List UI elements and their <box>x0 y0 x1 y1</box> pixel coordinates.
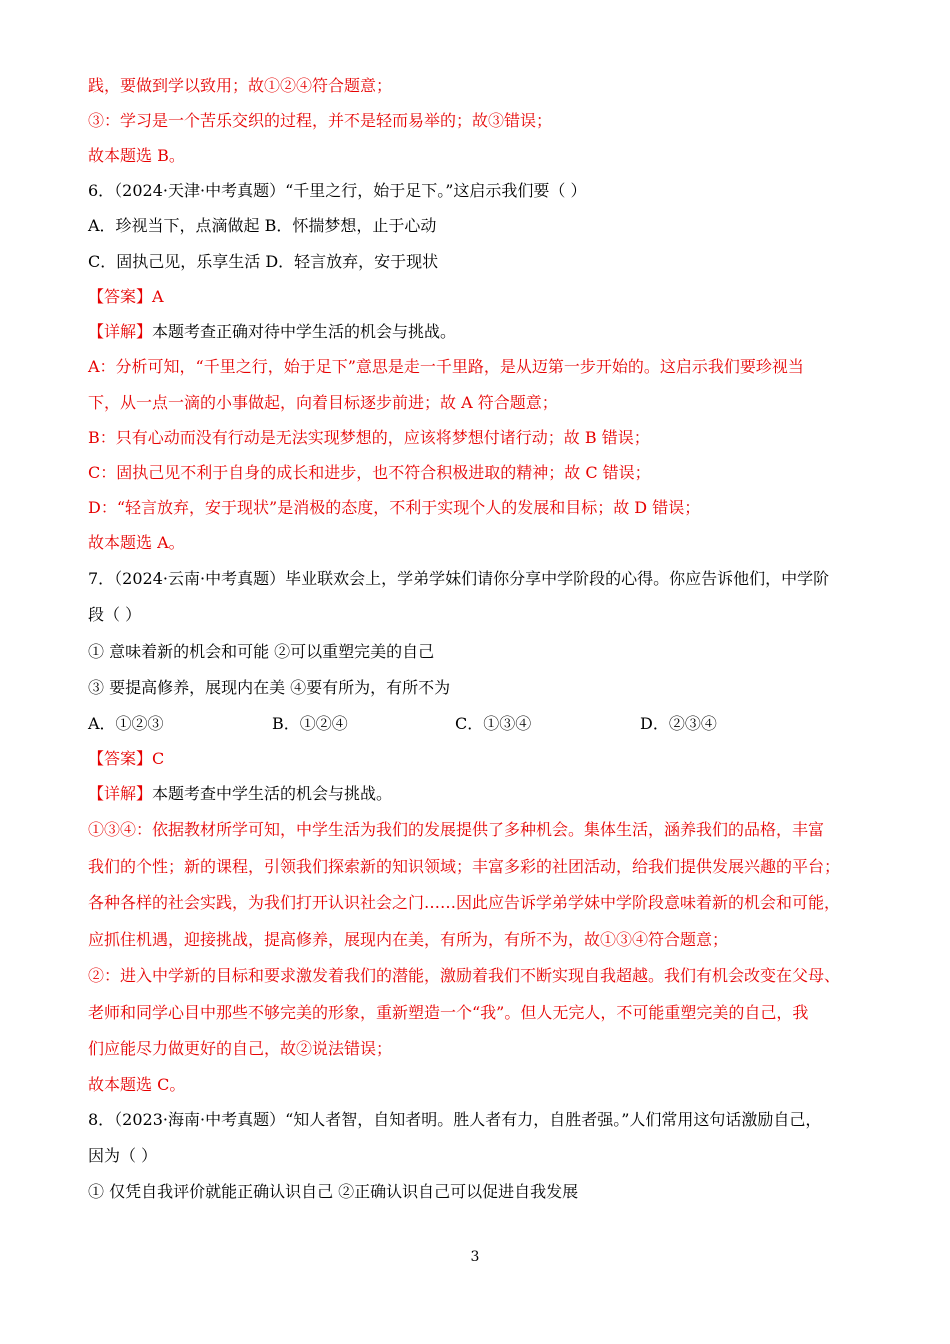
question-6-options-cd: C．固执己见，乐享生活 D．轻言放弃，安于现状 <box>88 252 439 271</box>
answer-value: A <box>152 287 164 306</box>
question-7-stem-cont: 段（ ） <box>88 605 142 624</box>
text-line: ①③④：依据教材所学可知，中学生活为我们的发展提供了多种机会。集体生活，涵养我们的品格，丰富 <box>88 820 825 839</box>
text-line: 践，要做到学以致用；故①②④符合题意； <box>88 76 393 95</box>
text-line: 老师和同学心目中那些不够完美的形象，重新塑造一个“我”。但人无完人，不可能重塑完美的自己，我 <box>88 1003 809 1022</box>
question-7-items-34: ③ 要提高修养，展现内在美 ④要有所为，有所不为 <box>88 678 451 697</box>
text-line: ③：学习是一个苦乐交织的过程，并不是轻而易举的；故③错误； <box>88 111 553 130</box>
text-line: C：固执己见不利于自身的成长和进步，也不符合积极进取的精神；故 C 错误； <box>88 463 651 482</box>
answer-tag: 【答案】 <box>88 749 153 768</box>
text-line: A：分析可知，“千里之行，始于足下”意思是走一千里路，是从迈第一步开始的。这启示我们要珍视当 <box>88 357 804 376</box>
text-line: 故本题选 C。 <box>88 1075 186 1094</box>
text-line: 各种各样的社会实践，为我们打开认识社会之门……因此应告诉学弟学妹中学阶段意味着新的机会和可能， <box>88 893 841 912</box>
question-6-options-ab: A．珍视当下，点滴做起 B．怀揣梦想，止于心动 <box>88 216 437 235</box>
answer-value: C <box>152 749 165 768</box>
text-line: ②：进入中学新的目标和要求激发着我们的潜能，激励着我们不断实现自我超越。我们有机会改变在父母、 <box>88 966 841 985</box>
text-line: 我们的个性；新的课程，引领我们探索新的知识领域；丰富多彩的社团活动，给我们提供发展兴趣的平台； <box>88 857 841 876</box>
question-7-stem: 7．（2024·云南·中考真题）毕业联欢会上，学弟学妹们请你分享中学阶段的心得。你应告诉他们，中学阶 <box>88 569 830 588</box>
detail-text: 本题考查中学生活的机会与挑战。 <box>152 784 393 803</box>
text-line: 下，从一点一滴的小事做起，向着目标逐步前进；故 A 符合题意； <box>88 393 558 412</box>
question-7-option-d: D．②③④ <box>640 714 717 733</box>
question-7-items-12: ① 意味着新的机会和可能 ②可以重塑完美的自己 <box>88 642 435 661</box>
question-8-items-12: ① 仅凭自我评价就能正确认识自己 ②正确认识自己可以促进自我发展 <box>88 1182 579 1201</box>
question-7-option-b: B．①②④ <box>272 714 348 733</box>
page-number: 3 <box>470 1249 480 1265</box>
question-7-detail <box>88 784 392 804</box>
text-line: 们应能尽力做更好的自己，故②说法错误； <box>88 1039 393 1058</box>
question-8-stem-cont: 因为（ ） <box>88 1146 158 1165</box>
question-7-option-c: C．①③④ <box>455 714 532 733</box>
answer-tag: 【答案】 <box>88 287 153 306</box>
question-6-stem: 6．（2024·天津·中考真题）“千里之行，始于足下。”这启示我们要（ ） <box>88 181 587 200</box>
detail-text: 本题考查正确对待中学生活的机会与挑战。 <box>152 322 457 341</box>
text-line: B：只有心动而没有行动是无法实现梦想的，应该将梦想付诸行动；故 B 错误； <box>88 428 650 447</box>
question-7-answer <box>88 749 164 769</box>
text-line: 应抓住机遇，迎接挑战，提高修养，展现内在美，有所为，有所不为，故①③④符合题意； <box>88 930 729 949</box>
question-8-stem: 8．（2023·海南·中考真题）“知人者智，自知者明。胜人者有力，自胜者强。”人们常用这句话激励自己， <box>88 1110 822 1129</box>
question-7-option-a: A．①②③ <box>88 714 164 733</box>
detail-tag: 【详解】 <box>88 784 153 803</box>
detail-tag: 【详解】 <box>88 322 153 341</box>
question-6-answer <box>88 287 164 307</box>
text-line: D：“轻言放弃，安于现状”是消极的态度，不利于实现个人的发展和目标；故 D 错误； <box>88 498 701 517</box>
text-line: 故本题选 A。 <box>88 533 185 552</box>
text-line: 故本题选 B。 <box>88 146 185 165</box>
question-6-detail <box>88 322 456 342</box>
